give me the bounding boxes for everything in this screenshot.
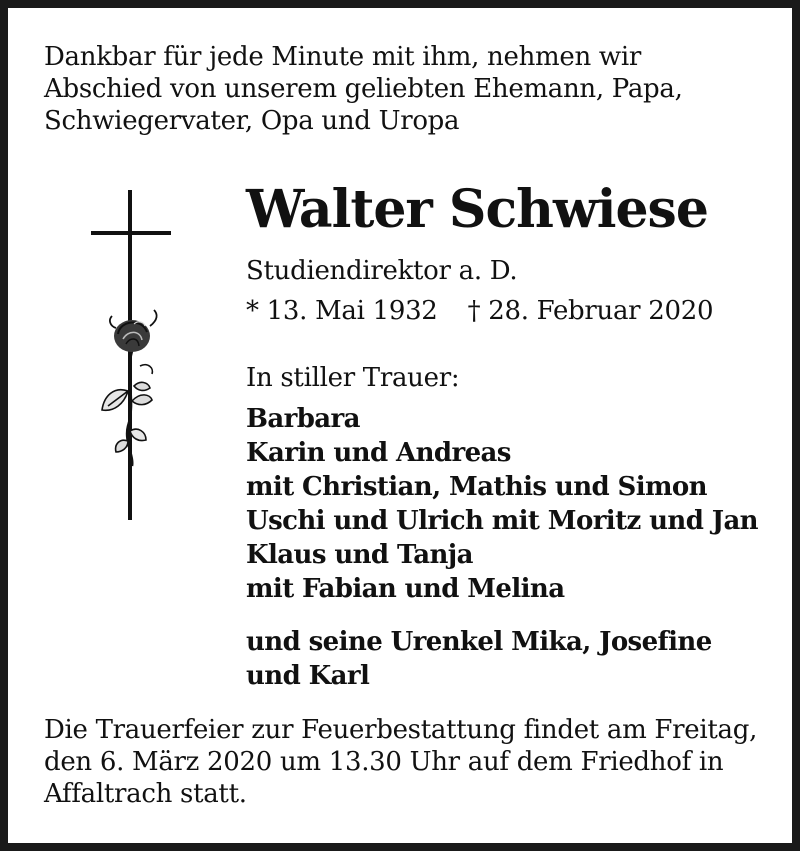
deceased-name: Walter Schwiese [246,179,708,240]
mourner-line: Klaus und Tanja [246,540,473,570]
cross-with-rose-icon [78,186,188,526]
rose-blossom [110,310,157,352]
mourner-line: mit Fabian und Melina [246,574,565,604]
great-grandchildren-line: und Karl [246,661,370,691]
mourner-line: mit Christian, Mathis und Simon [246,472,707,502]
cross-horizontal-beam [91,231,171,235]
mourner-line: Barbara [246,404,360,434]
mourner-line: Karin und Andreas [246,438,511,468]
great-grandchildren-line: und seine Urenkel Mika, Josefine [246,627,712,657]
life-dates [246,294,713,328]
birth-date: * 13. Mai 1932 [246,296,438,326]
mourners-list [246,402,758,606]
deceased-title: Studiendirektor a. D. [246,256,518,286]
intro-text [44,41,764,137]
funeral-line: Affaltrach statt. [44,779,247,809]
funeral-line: den 6. März 2020 um 13.30 Uhr auf dem Friedhof in [44,747,724,777]
intro-line: Schwiegervater, Opa und Uropa [44,106,460,136]
funeral-line: Die Trauerfeier zur Feuerbestattung findet am Freitag, [44,715,758,745]
funeral-info [44,714,764,810]
mourner-line: Uschi und Ulrich mit Moritz und Jan [246,506,758,536]
great-grandchildren [246,625,712,693]
death-date: † 28. Februar 2020 [467,296,714,326]
mourning-label: In stiller Trauer: [246,363,460,393]
intro-line: Dankbar für jede Minute mit ihm, nehmen wir [44,42,641,72]
intro-line: Abschied von unserem geliebten Ehemann, Papa, [44,74,683,104]
